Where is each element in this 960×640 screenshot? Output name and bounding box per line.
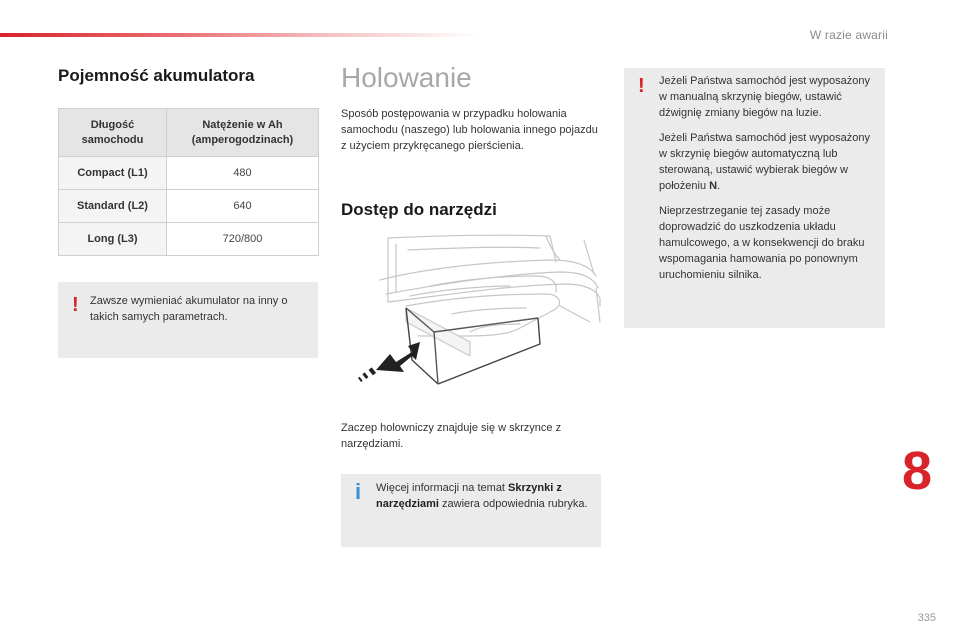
header-accent-bar	[0, 33, 480, 37]
seat-toolbox-illustration	[350, 232, 602, 394]
tow-hook-location-text: Zaczep holowniczy znajduje się w skrzynce z narzędziami.	[341, 422, 562, 450]
warning-icon: !	[72, 294, 79, 316]
table-header-row	[59, 109, 319, 157]
warning-paragraph-manual: Jeżeli Państwa samochód jest wyposażony w manualną skrzynię biegów, ustawić dźwignię zmiany biegów na luzie.	[659, 75, 870, 119]
battery-capacity-heading: Pojemność akumulatora	[58, 66, 255, 85]
table-header-capacity: Natężenie w Ah (amperogodzinach)	[167, 109, 319, 157]
info-icon: i	[355, 479, 362, 504]
page-number: 335	[917, 612, 936, 624]
warning-icon: !	[638, 75, 645, 97]
towing-heading: Holowanie	[341, 62, 472, 93]
table-cell-value: 480	[167, 157, 319, 190]
warning-paragraph-consequence: Nieprzestrzeganie tej zasady może doprowadzić do uszkodzenia układu hamulcowego, a w konsekwencji do braku wspomagania hamowania po ponownym uruchomieniu silnika.	[659, 205, 865, 281]
table-cell-label: Long (L3)	[59, 223, 167, 256]
table-cell-value: 640	[167, 190, 319, 223]
table-cell-label: Standard (L2)	[59, 190, 167, 223]
table-row	[59, 157, 319, 190]
toolbox-info-note	[341, 474, 601, 547]
towing-intro-text: Sposób postępowania w przypadku holowania samochodu (naszego) lub holowania innego pojazdu z użyciem przykręcanego pierścienia.	[341, 108, 598, 152]
warning-automatic-end: .	[717, 180, 721, 192]
table-row	[59, 223, 319, 256]
section-title: W razie awarii	[809, 28, 888, 42]
info-text-prefix: Więcej informacji na temat	[376, 482, 509, 494]
battery-warning-text: Zawsze wymieniać akumulator na inny o takich samych parametrach.	[90, 295, 288, 323]
battery-warning-note	[58, 282, 318, 358]
gear-position-n: N	[709, 180, 718, 192]
table-row	[59, 190, 319, 223]
table-header-length: Długość samochodu	[59, 109, 167, 157]
chapter-number: 8	[902, 441, 933, 501]
warning-paragraph-automatic	[659, 130, 875, 194]
info-text-link: Skrzynki z narzędziami	[376, 482, 562, 510]
gearbox-warning-note	[624, 68, 885, 328]
warning-automatic-text: Jeżeli Państwa samochód jest wyposażony w skrzynię biegów automatyczną lub sterowaną, ustawić wybierak biegów w położeniu	[659, 132, 870, 192]
table-cell-label: Compact (L1)	[59, 157, 167, 190]
info-text-suffix: zawiera odpowiednia rubryka.	[438, 498, 588, 510]
battery-capacity-table	[58, 108, 319, 256]
table-cell-value: 720/800	[167, 223, 319, 256]
tools-access-heading: Dostęp do narzędzi	[341, 200, 497, 219]
